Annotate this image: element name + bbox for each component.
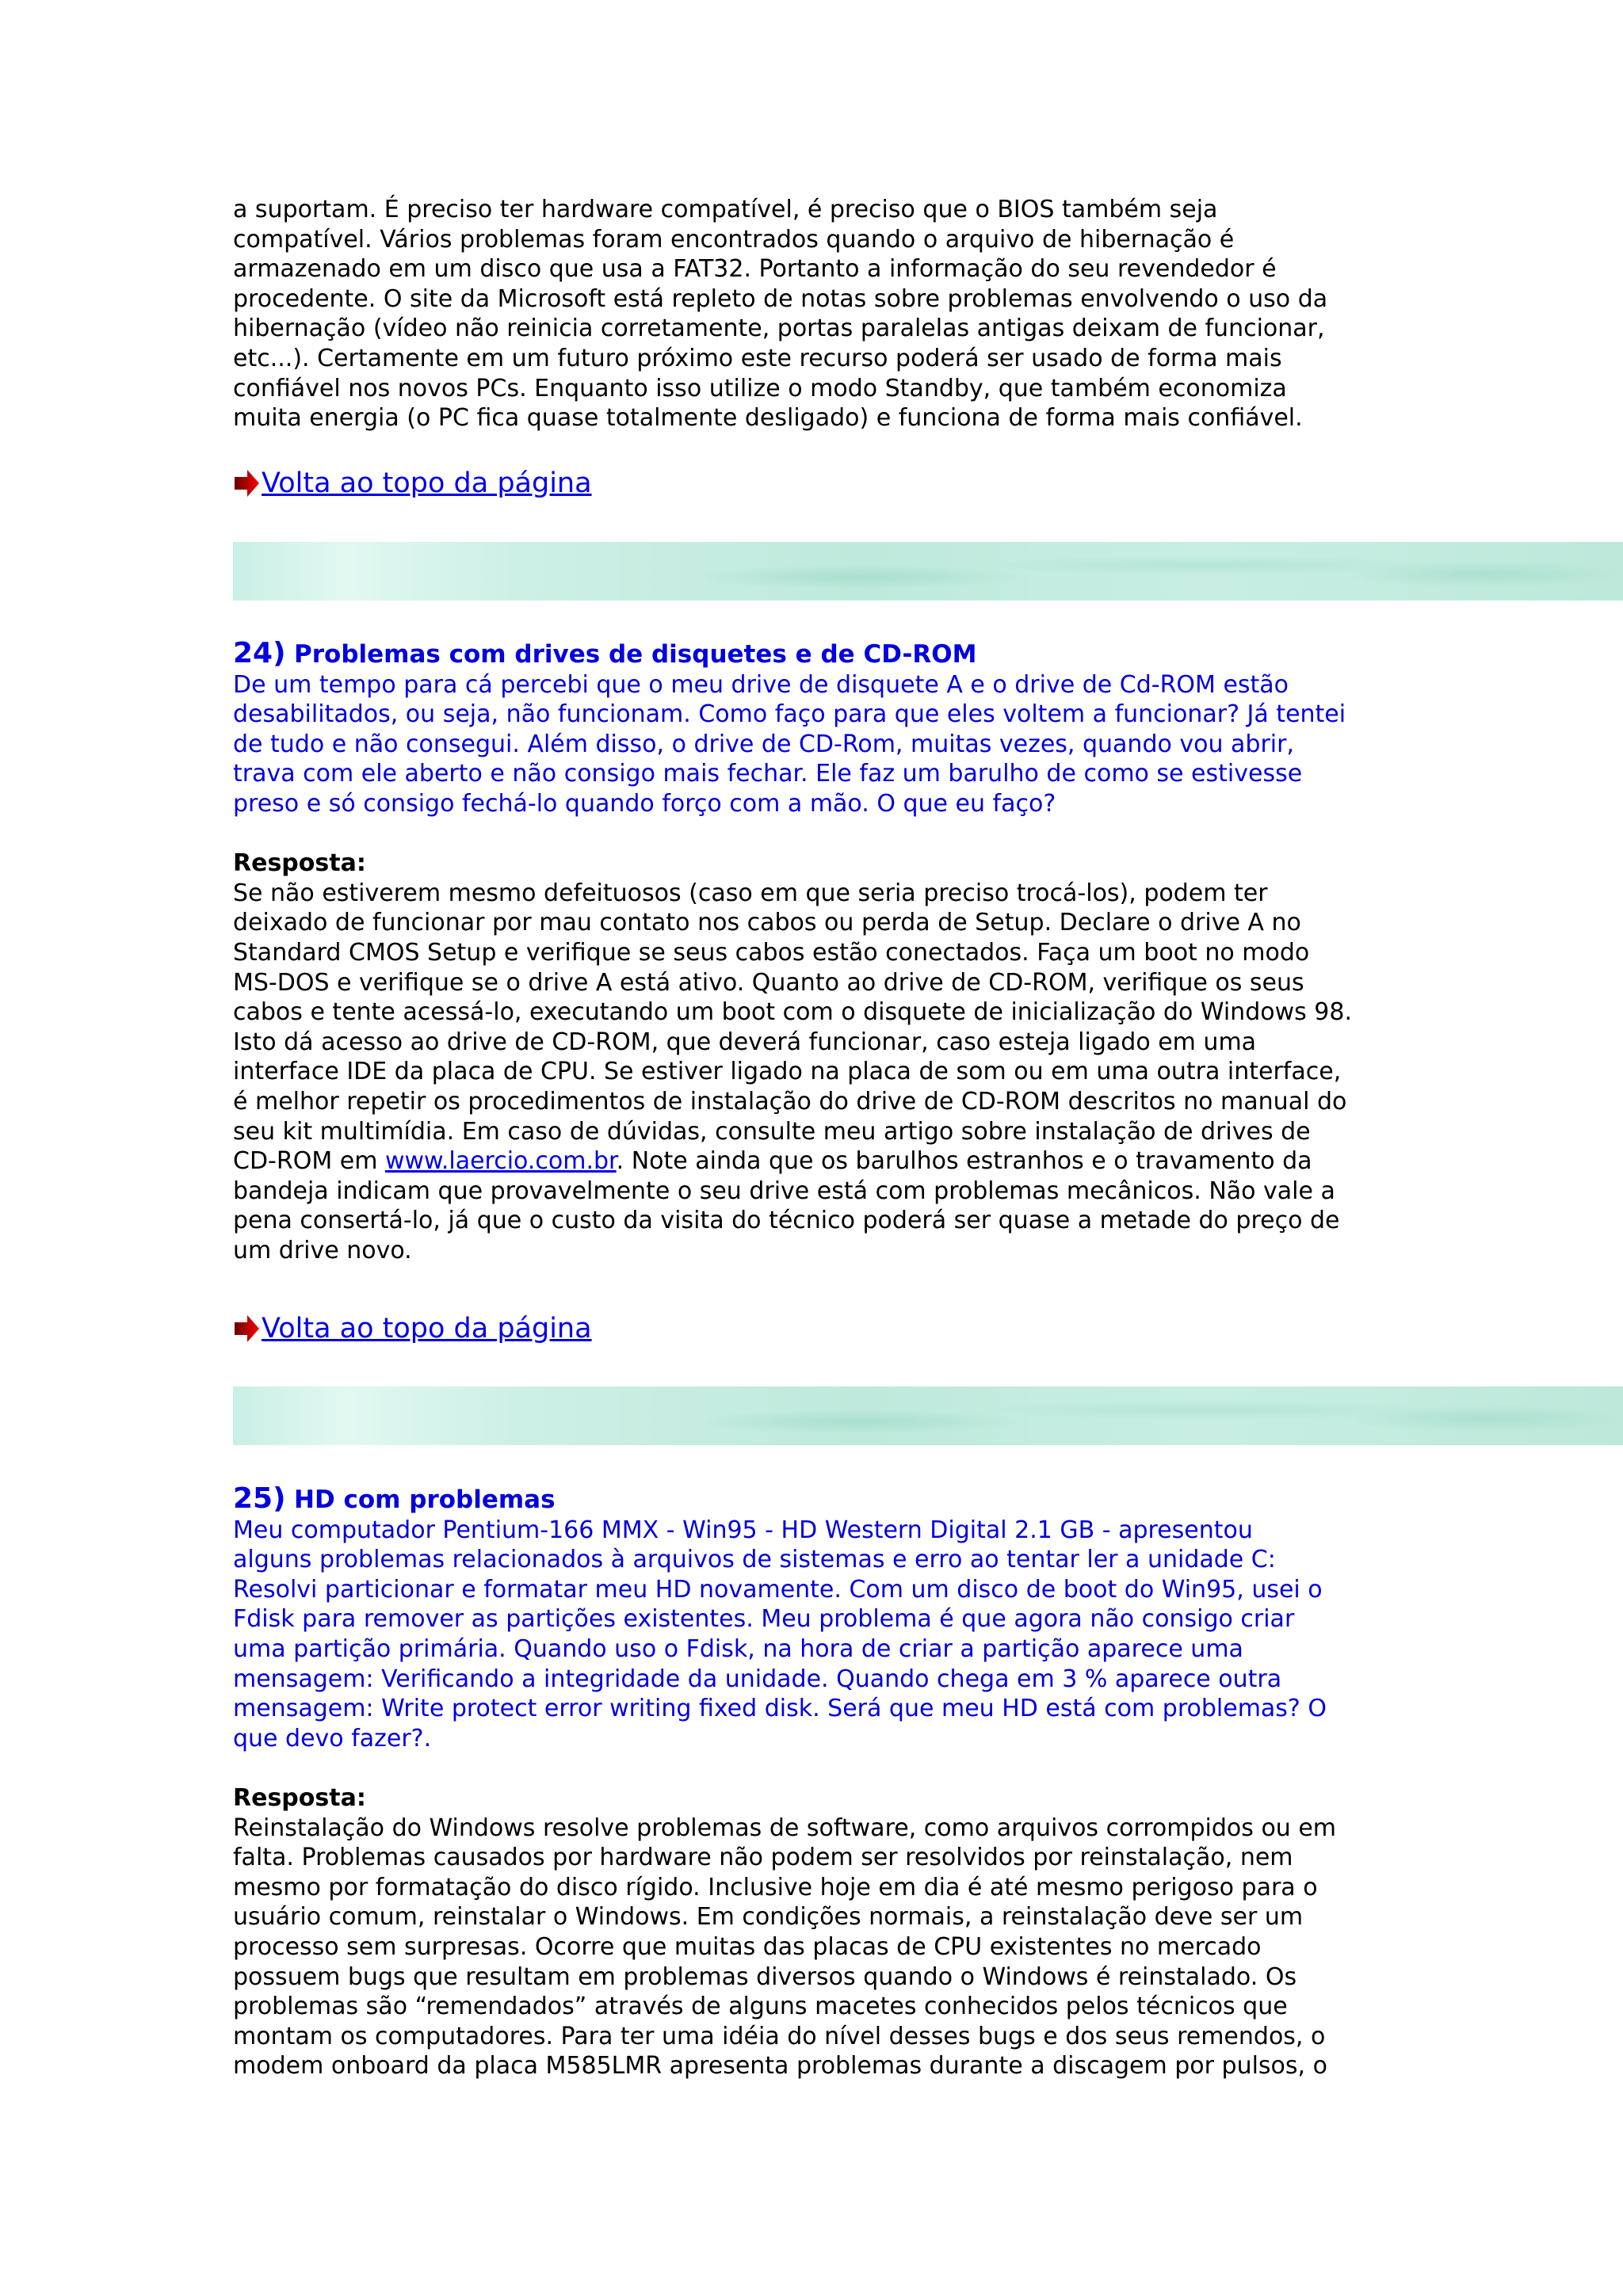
text-line: procedente. O site da Microsoft está repleto de notas sobre problemas envolvendo o uso da <box>233 284 1328 313</box>
laercio-site-link[interactable]: www.laercio.com.br <box>384 1147 617 1176</box>
text: CD-ROM em <box>233 1147 385 1176</box>
text-line: De um tempo para cá percebi que o meu drive de disquete A e o drive de Cd-ROM estão <box>233 670 1289 699</box>
answer-label: Resposta: <box>233 1783 366 1812</box>
text-line: armazenado em um disco que usa a FAT32. Portanto a informação do seu revendedor é <box>233 255 1277 284</box>
question-25 <box>233 1484 1336 2081</box>
text-line: Isto dá acesso ao drive de CD-ROM, que deverá funcionar, caso esteja ligado em uma <box>233 1028 1257 1056</box>
text-line: alguns problemas relacionados à arquivos de sistemas e erro ao tentar ler a unidade C: <box>233 1546 1276 1574</box>
text-line: modem onboard da placa M585LMR apresenta problemas durante a discagem por pulsos, o <box>233 2052 1327 2081</box>
red-arrow-icon <box>233 468 260 498</box>
text-line: de tudo e não consegui. Além disso, o drive de CD-Rom, muitas vezes, quando vou abrir, <box>233 730 1294 758</box>
text-line: mensagem: Verificando a integridade da unidade. Quando chega em 3 % aparece outra <box>233 1665 1282 1693</box>
text-line: interface IDE da placa de CPU. Se estiver ligado na placa de som ou em uma outra interface, <box>233 1058 1342 1086</box>
text-line: Se não estiverem mesmo defeituosos (caso em que seria preciso trocá-los), podem ter <box>233 879 1268 907</box>
text-line: trava com ele aberto e não consigo mais fechar. Ele faz um barulho de como se estivesse <box>233 760 1303 788</box>
text-line: problemas são “remendados” através de alguns macetes conhecidos pelos técnicos que <box>233 1993 1288 2021</box>
question-number: 24) <box>233 637 286 669</box>
text-line: confiável nos novos PCs. Enquanto isso utilize o modo Standby, que também economiza <box>233 374 1287 402</box>
text-line: deixado de funcionar por mau contato nos cabos ou perda de Setup. Declare o drive A no <box>233 909 1301 937</box>
text-line: MS-DOS e verifique se o drive A está ativo. Quanto ao drive de CD-ROM, verifique os seus <box>233 968 1304 997</box>
text-line: desabilitados, ou seja, não funcionam. Como faço para que eles voltem a funcionar? Já tentei <box>233 700 1346 729</box>
text-line: pena consertá-lo, já que o custo da visita do técnico poderá ser quase a metade do preço de <box>233 1207 1340 1235</box>
text-line: uma partição primária. Quando uso o Fdisk, na hora de criar a partição aparece uma <box>233 1634 1243 1663</box>
back-to-top-label[interactable]: Volta ao topo da página <box>262 467 592 499</box>
question-number: 25) <box>233 1482 286 1515</box>
back-to-top-link-2[interactable] <box>233 1313 592 1344</box>
text-line: montam os computadores. Para ter uma idéia do nível desses bugs e dos seus remendos, o <box>233 2022 1326 2050</box>
text-line: Standard CMOS Setup e verifique se seus cabos estão conectados. Faça um boot no modo <box>233 938 1310 967</box>
text-line: etc...). Certamente em um futuro próximo este recurso poderá ser usado de forma mais <box>233 344 1282 372</box>
text-line: seu kit multimídia. Em caso de dúvidas, consulte meu artigo sobre instalação de drives de <box>233 1117 1311 1146</box>
text: . Note ainda que os barulhos estranhos e o travamento da <box>616 1147 1312 1176</box>
answer-link-line <box>233 1146 1352 1177</box>
text-line: usuário comum, reinstalar o Windows. Em condições normais, a reinstalação deve ser um <box>233 1903 1304 1932</box>
text-line: processo sem surpresas. Ocorre que muitas das placas de CPU existentes no mercado <box>233 1932 1262 1961</box>
answer-label: Resposta: <box>233 849 366 878</box>
text-line: que devo fazer?. <box>233 1724 432 1753</box>
question-text <box>233 1516 1336 1754</box>
question-24 <box>233 639 1352 1265</box>
answer-text-b <box>233 1177 1352 1266</box>
answer-text-a <box>233 879 1352 1146</box>
question-title: HD com problemas <box>294 1486 556 1514</box>
question-heading <box>233 639 1352 670</box>
red-arrow-icon <box>233 1314 260 1344</box>
text-line: falta. Problemas causados por hardware não podem ser resolvidos por reinstalação, nem <box>233 1844 1293 1872</box>
back-to-top-label[interactable]: Volta ao topo da página <box>262 1313 592 1344</box>
back-to-top-link-1[interactable] <box>233 467 592 499</box>
text-line: muita energia (o PC fica quase totalmente desligado) e funciona de forma mais confiável. <box>233 404 1303 433</box>
section-divider-banner <box>233 542 1623 601</box>
text-line: a suportam. É preciso ter hardware compatível, é preciso que o BIOS também seja <box>233 196 1218 223</box>
text-line: possuem bugs que resultam em problemas diversos quando o Windows é reinstalado. Os <box>233 1962 1297 1991</box>
text-line: Fdisk para remover as partições existentes. Meu problema é que agora não consigo criar <box>233 1605 1295 1634</box>
text-line: mesmo por formatação do disco rígido. Inclusive hoje em dia é até mesmo perigoso para o <box>233 1873 1318 1901</box>
section-divider-banner <box>233 1386 1623 1445</box>
question-text <box>233 670 1352 819</box>
text-line: Meu computador Pentium-166 MMX - Win95 - HD Western Digital 2.1 GB - apresentou <box>233 1516 1253 1544</box>
text-line: Resolvi particionar e formatar meu HD novamente. Com um disco de boot do Win95, usei o <box>233 1575 1323 1604</box>
text-line: cabos e tente acessá-lo, executando um boot com o disquete de inicialização do Windows 98. <box>233 998 1353 1027</box>
text-line: compatível. Vários problemas foram encontrados quando o arquivo de hibernação é <box>233 225 1235 254</box>
question-heading <box>233 1484 1336 1516</box>
answer-text <box>233 1814 1336 2081</box>
text-line: preso e só consigo fechá-lo quando forço com a mão. O que eu faço? <box>233 789 1056 818</box>
text-line: é melhor repetir os procedimentos de instalação do drive de CD-ROM descritos no manual do <box>233 1087 1347 1116</box>
text-line: um drive novo. <box>233 1236 412 1264</box>
text-line: mensagem: Write protect error writing fixed disk. Será que meu HD está com problemas? O <box>233 1695 1327 1723</box>
question-title: Problemas com drives de disquetes e de CD-ROM <box>294 640 977 669</box>
text-line: hibernação (vídeo não reinicia corretamente, portas paralelas antigas deixam de funcionar, <box>233 315 1325 343</box>
text-line: bandeja indicam que provavelmente o seu drive está com problemas mecânicos. Não vale a <box>233 1177 1335 1205</box>
text-line: Reinstalação do Windows resolve problemas de software, como arquivos corrompidos ou em <box>233 1814 1337 1842</box>
intro-paragraph <box>233 195 1327 433</box>
